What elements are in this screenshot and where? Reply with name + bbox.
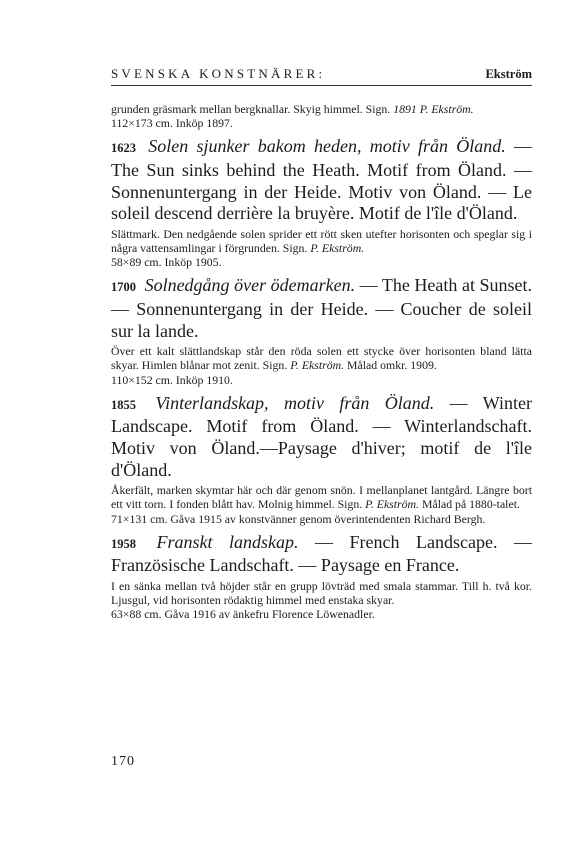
- entry-title-swedish: Franskt landskap.: [156, 531, 299, 552]
- catalog-entry: [111, 136, 532, 269]
- entry-number: 1623: [111, 141, 136, 156]
- entry-signature: P. Ekström.: [419, 102, 474, 116]
- entry-signature: P. Ekström.: [310, 240, 365, 255]
- entry-translations: — The Heath at Sunset. — Sonnenuntergang in der Heide. — Coucher de soleil sur la lande.: [111, 275, 533, 341]
- artist-name: Ekström: [485, 67, 532, 81]
- entry-dimensions: 112×173 cm. Inköp 1897.: [111, 116, 233, 131]
- series-title: SVENSKA KONSTNÄRER:: [111, 66, 326, 81]
- entry-heading: [111, 136, 532, 224]
- catalog-content: [111, 102, 532, 628]
- entry-heading: [111, 532, 532, 577]
- entry-heading: [111, 393, 532, 481]
- entry-dimensions: 58×89 cm. Inköp 1905.: [111, 255, 222, 270]
- entry-title-swedish: Vinterlandskap, motiv från Öland.: [155, 392, 435, 413]
- page-number: 170: [111, 754, 135, 769]
- entry-description: grunden gräsmark mellan bergknallar. Skyig himmel. Sign. 1891 P. Ekström.: [111, 102, 474, 116]
- continued-entry: [111, 102, 532, 130]
- entry-description: Slättmark. Den nedgående solen sprider ett rött sken utefter horisonten och speglar sig i några vattensamlingar i förgrunden. Sign. P. Ekström.: [111, 226, 532, 255]
- entry-heading: [111, 275, 532, 342]
- entry-title-swedish: Solnedgång över ödemarken.: [144, 275, 356, 296]
- entry-description: I en sänka mellan två höjder står en grupp lövträd med smala stammar. Till h. två kor. Ljusgul, vid horisonten rödaktig himmel med enstaka skyar.: [111, 578, 532, 608]
- entry-dimensions: 110×152 cm. Inköp 1910.: [111, 372, 233, 387]
- catalog-entry: [111, 532, 532, 622]
- entry-title-swedish: Solen sjunker bakom heden, motiv från Öland.: [148, 136, 506, 157]
- entry-translations: — Winter Landscape. Motif from Öland. — Winterlandschaft. Motiv von Öland.—Paysage d'hiver; motif de l'île d'Öland.: [111, 392, 533, 480]
- entry-description: Över ett kalt slättlandskap står den röda solen ett stycke över horisonten bland lätta skyar. Himlen blånar mot zenit. Sign. P. Ekström. Målad omkr. 1909.: [111, 344, 532, 373]
- entry-year: 1891: [393, 102, 417, 116]
- entry-number: 1855: [111, 397, 136, 412]
- catalog-entry: [111, 393, 532, 526]
- entry-signature: P. Ekström.: [365, 497, 420, 512]
- entry-dimensions: 63×88 cm. Gåva 1916 av änkefru Florence Löwenadler.: [111, 607, 375, 622]
- entry-translations: — French Landscape. — Französische Landschaft. — Paysage en France.: [111, 531, 532, 576]
- entry-number: 1700: [111, 280, 136, 295]
- running-header: [111, 66, 532, 86]
- catalog-entry: [111, 275, 532, 386]
- entry-number: 1958: [111, 536, 136, 551]
- entry-dimensions: 71×131 cm. Gåva 1915 av konstvänner genom överintendenten Richard Bergh.: [111, 511, 486, 526]
- entry-description: Åkerfält, marken skymtar här och där genom snön. I mellanplanet lantgård. Längre bort ett vitt torn. I fonden blått hav. Molnig himmel. Sign. P. Ekström. Målad på 1880-talet.: [111, 483, 532, 512]
- entry-signature: P. Ekström.: [290, 358, 345, 373]
- entry-translations: — The Sun sinks behind the Heath. Motif from Öland. — Sonnenuntergang in der Heide. Motiv von Öland. — Le soleil descend derrière la bruyère. Motif de l'île d'Öland.: [111, 136, 533, 224]
